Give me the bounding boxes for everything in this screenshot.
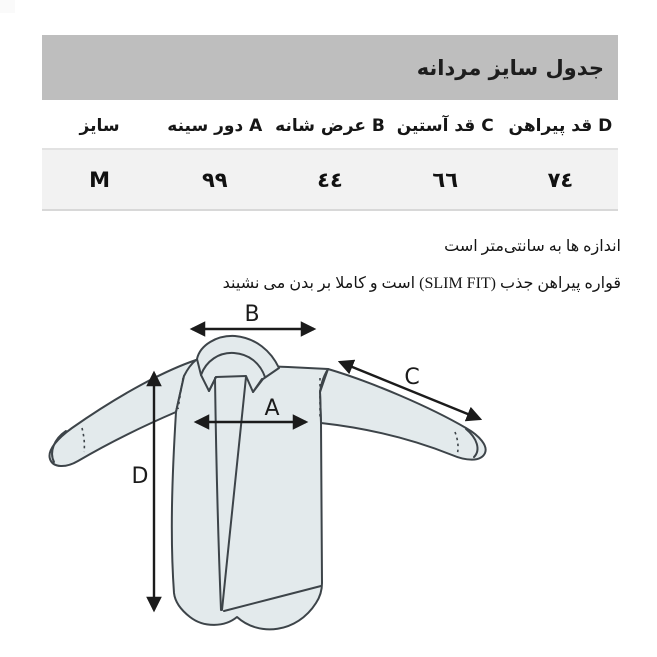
column-header-size: سایز xyxy=(79,115,120,136)
column-header-chest: A دور سینه xyxy=(167,115,263,136)
dim-label-d: D xyxy=(131,464,149,489)
column-header-shirt-length: D قد پیراهن xyxy=(508,115,613,136)
size-chart-title: جدول سایز مردانه xyxy=(416,55,604,80)
note-measurement-unit: اندازه ها به سانتی‌متر است xyxy=(444,238,621,255)
note-slim-fit: قواره پیراهن جذب (SLIM FIT) است و کاملا بر بدن می نشیند xyxy=(222,275,621,292)
shirt-right-sleeve xyxy=(320,369,486,460)
dim-label-b: B xyxy=(244,302,260,327)
column-header-shoulder-width: B عرض شانه xyxy=(275,115,385,136)
cell-size: M xyxy=(89,167,111,192)
cell-shoulder-width: ٤٤ xyxy=(317,167,343,192)
cell-sleeve-length: ٦٦ xyxy=(432,167,459,192)
shirt-body xyxy=(172,360,328,629)
cell-chest: ٩٩ xyxy=(201,167,228,192)
column-header-sleeve-length: C قد آستین xyxy=(396,115,494,136)
dim-label-c: C xyxy=(404,365,420,390)
cell-shirt-length: ٧٤ xyxy=(547,167,574,192)
dim-label-a: A xyxy=(264,396,280,421)
